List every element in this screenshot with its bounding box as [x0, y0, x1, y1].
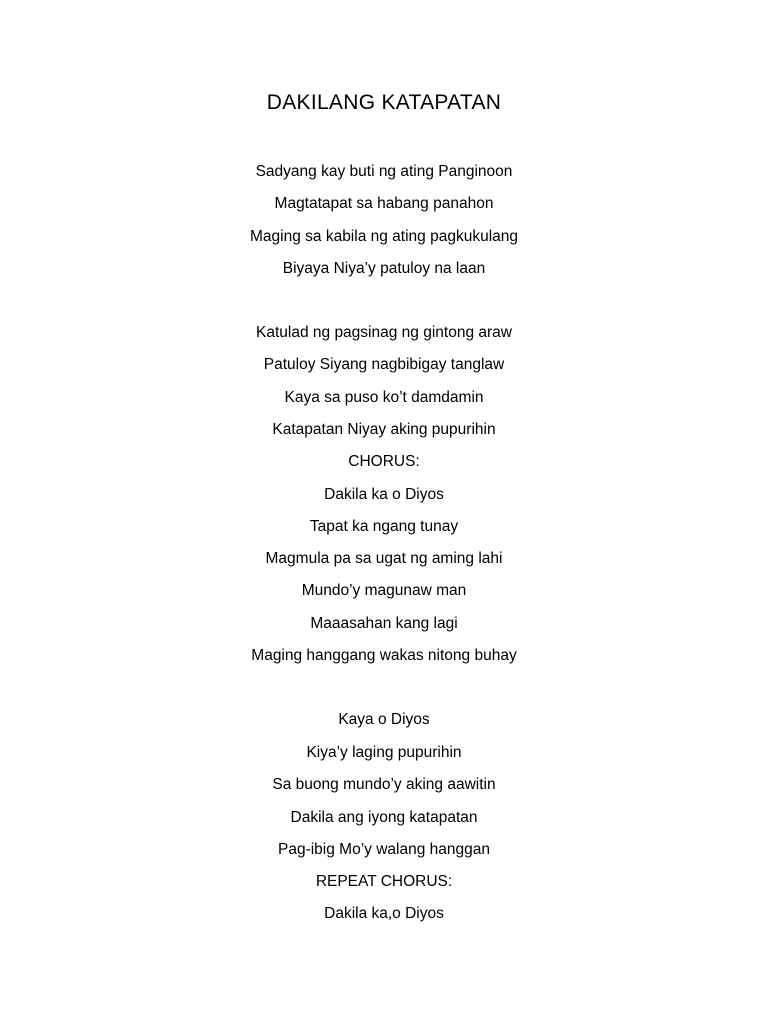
lyric-line: Magtatapat sa habang panahon: [274, 195, 494, 212]
lyric-line: Mundo’y magunaw man: [301, 582, 467, 599]
lyric-line: Sa buong mundo’y aking aawitin: [272, 776, 496, 793]
song-title: DAKILANG KATAPATAN: [266, 91, 502, 114]
lyric-line: Biyaya Niya’y patuloy na laan: [282, 260, 486, 277]
section-label-repeat-chorus: REPEAT CHORUS:: [315, 873, 453, 890]
lyric-line: Maging sa kabila ng ating pagkukulang: [250, 228, 518, 245]
section-label-chorus: CHORUS:: [348, 453, 420, 470]
lyric-line: Dakila ang iyong katapatan: [290, 809, 478, 826]
lyric-line: Maging hanggang wakas nitong buhay: [251, 647, 517, 664]
lyric-line: Kaya sa puso ko’t damdamin: [284, 389, 484, 406]
lyric-line: Pag-ibig Mo’y walang hanggan: [278, 841, 490, 858]
lyric-line: Dakila ka,o Diyos: [324, 905, 444, 922]
lyric-line: Katapatan Niyay aking pupurihin: [272, 421, 496, 438]
lyric-line: Kaya o Diyos: [338, 711, 430, 728]
lyric-line: Dakila ka o Diyos: [324, 486, 444, 503]
lyric-line: Maaasahan kang lagi: [310, 615, 458, 632]
lyric-line: Patuloy Siyang nagbibigay tanglaw: [263, 356, 505, 373]
lyric-line: Sadyang kay buti ng ating Panginoon: [255, 163, 513, 180]
lyric-line: Tapat ka ngang tunay: [309, 518, 459, 535]
lyric-line: Kiya’y laging pupurihin: [306, 744, 462, 761]
lyric-line: Magmula pa sa ugat ng aming lahi: [265, 550, 503, 567]
lyric-line: Katulad ng pagsinag ng gintong araw: [256, 324, 512, 341]
